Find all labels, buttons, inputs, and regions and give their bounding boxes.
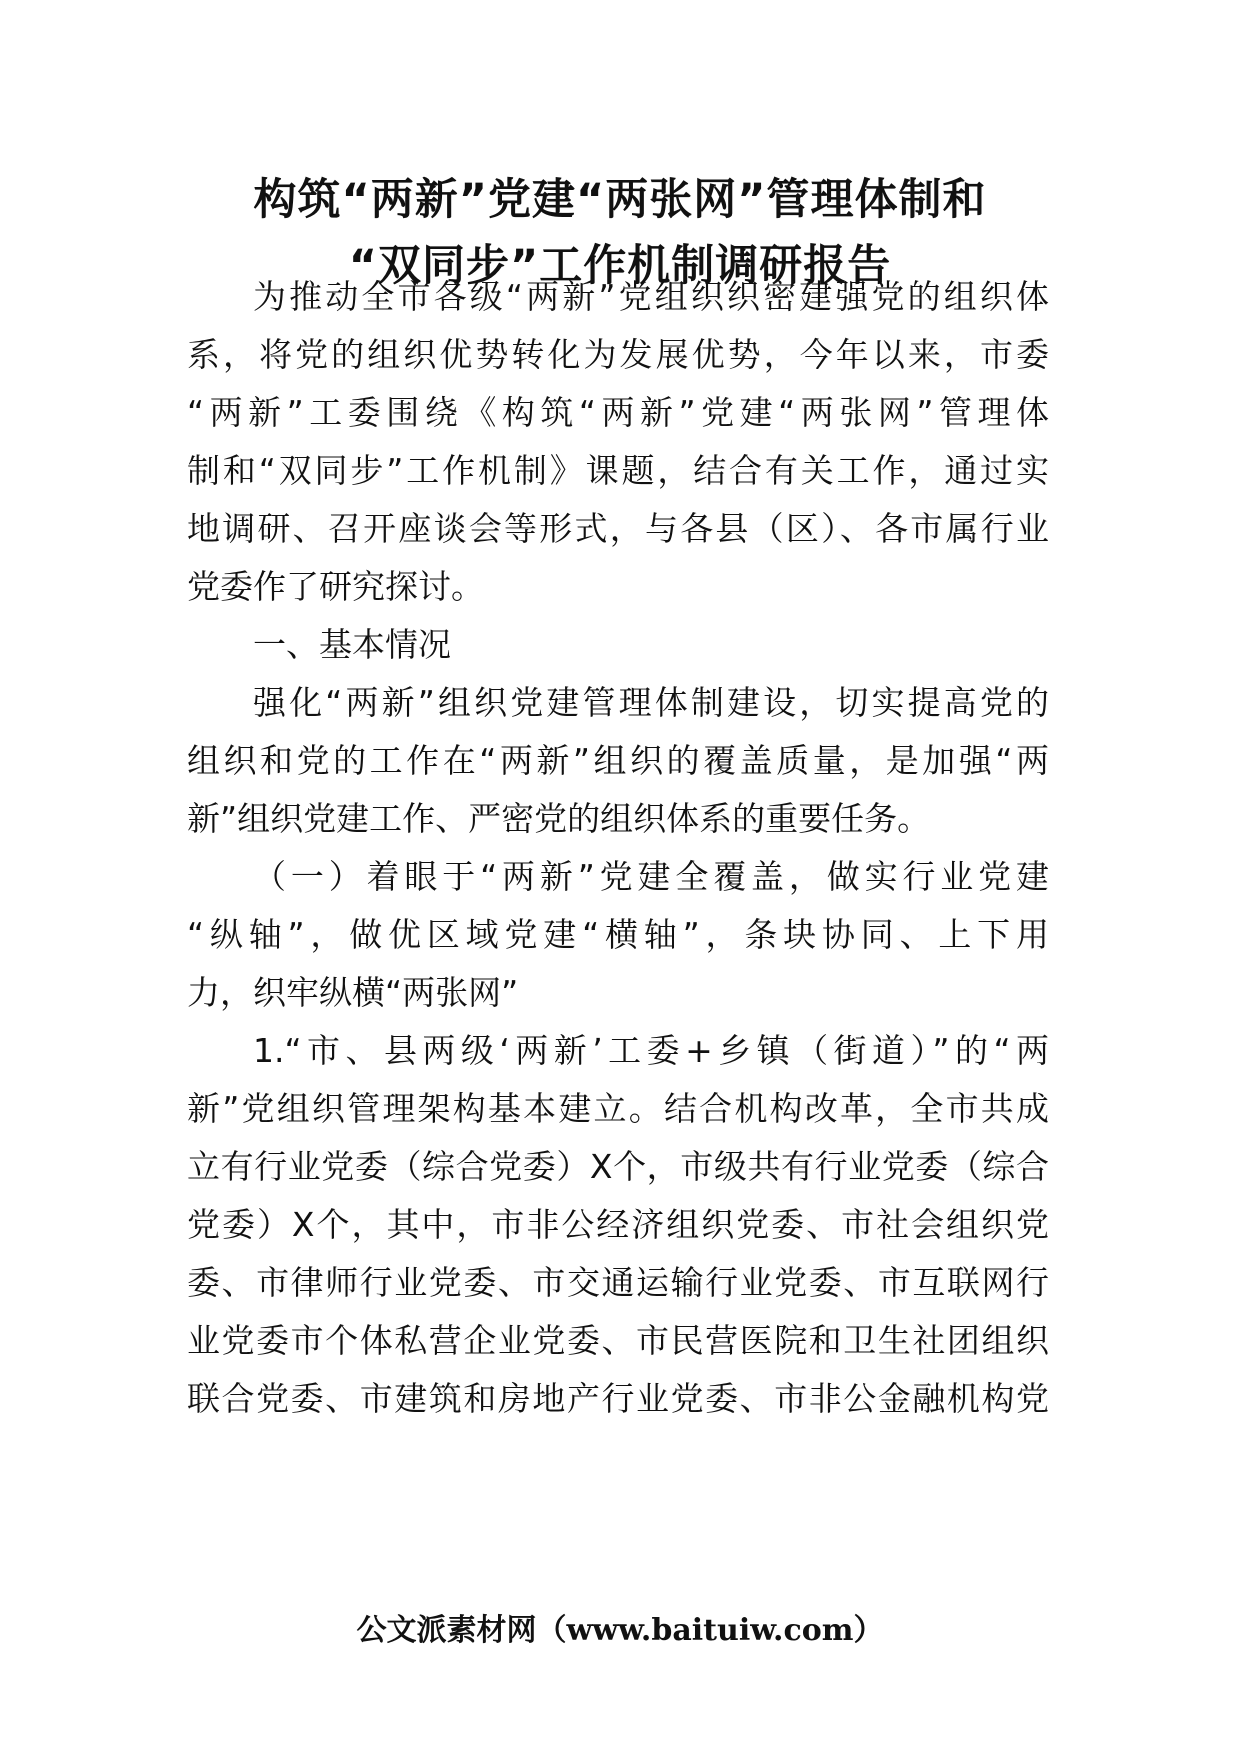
paragraph-line: 新”党组织管理架构基本建立。结合机构改革，全市共成 bbox=[187, 1089, 1049, 1128]
subsection-heading-line: 力，织牢纵横“两张网” bbox=[187, 973, 519, 1012]
paragraph-line: 新”组织党建工作、严密党的组织体系的重要任务。 bbox=[187, 799, 931, 838]
paragraph-line: 党委）X个，其中，市非公经济组织党委、市社会组织党 bbox=[187, 1205, 1049, 1244]
paragraph-line: 委、市律师行业党委、市交通运输行业党委、市互联网行 bbox=[187, 1263, 1049, 1302]
paragraph-line: 业党委市个体私营企业党委、市民营医院和卫生社团组织 bbox=[187, 1321, 1049, 1360]
paragraph-line: 党委作了研究探讨。 bbox=[187, 567, 484, 606]
paragraph-line: 制和“双同步”工作机制》课题，结合有关工作，通过实 bbox=[187, 451, 1049, 490]
paragraph-line: 为推动全市各级“两新”党组织织密建强党的组织体 bbox=[253, 277, 1049, 316]
title-line-2: “双同步”工作机制调研报告 bbox=[348, 241, 892, 291]
section-heading: 一、基本情况 bbox=[253, 625, 451, 664]
subsection-heading-line: （一）着眼于“两新”党建全覆盖，做实行业党建 bbox=[253, 857, 1049, 896]
subsection-heading-line: “纵轴”，做优区域党建“横轴”，条块协同、上下用 bbox=[187, 915, 1049, 954]
paragraph-line: 联合党委、市建筑和房地产行业党委、市非公金融机构党 bbox=[187, 1379, 1049, 1418]
paragraph-line: 强化“两新”组织党建管理体制建设，切实提高党的 bbox=[253, 683, 1049, 722]
title-line-1: 构筑“两新”党建“两张网”管理体制和 bbox=[253, 175, 987, 225]
paragraph-line: 系，将党的组织优势转化为发展优势，今年以来，市委 bbox=[187, 335, 1049, 374]
paragraph-line: “两新”工委围绕《构筑“两新”党建“两张网”管理体 bbox=[187, 393, 1049, 432]
paragraph-line: 1.“市、县两级‘两新’工委+乡镇（街道）”的“两 bbox=[253, 1031, 1049, 1070]
paragraph-line: 立有行业党委（综合党委）X个，市级共有行业党委（综合 bbox=[187, 1147, 1049, 1186]
footer-watermark: 公文派素材网（www.baituiw.com） bbox=[356, 1613, 884, 1648]
paragraph-line: 地调研、召开座谈会等形式，与各县（区）、各市属行业 bbox=[187, 509, 1049, 548]
paragraph-line: 组织和党的工作在“两新”组织的覆盖质量，是加强“两 bbox=[187, 741, 1049, 780]
